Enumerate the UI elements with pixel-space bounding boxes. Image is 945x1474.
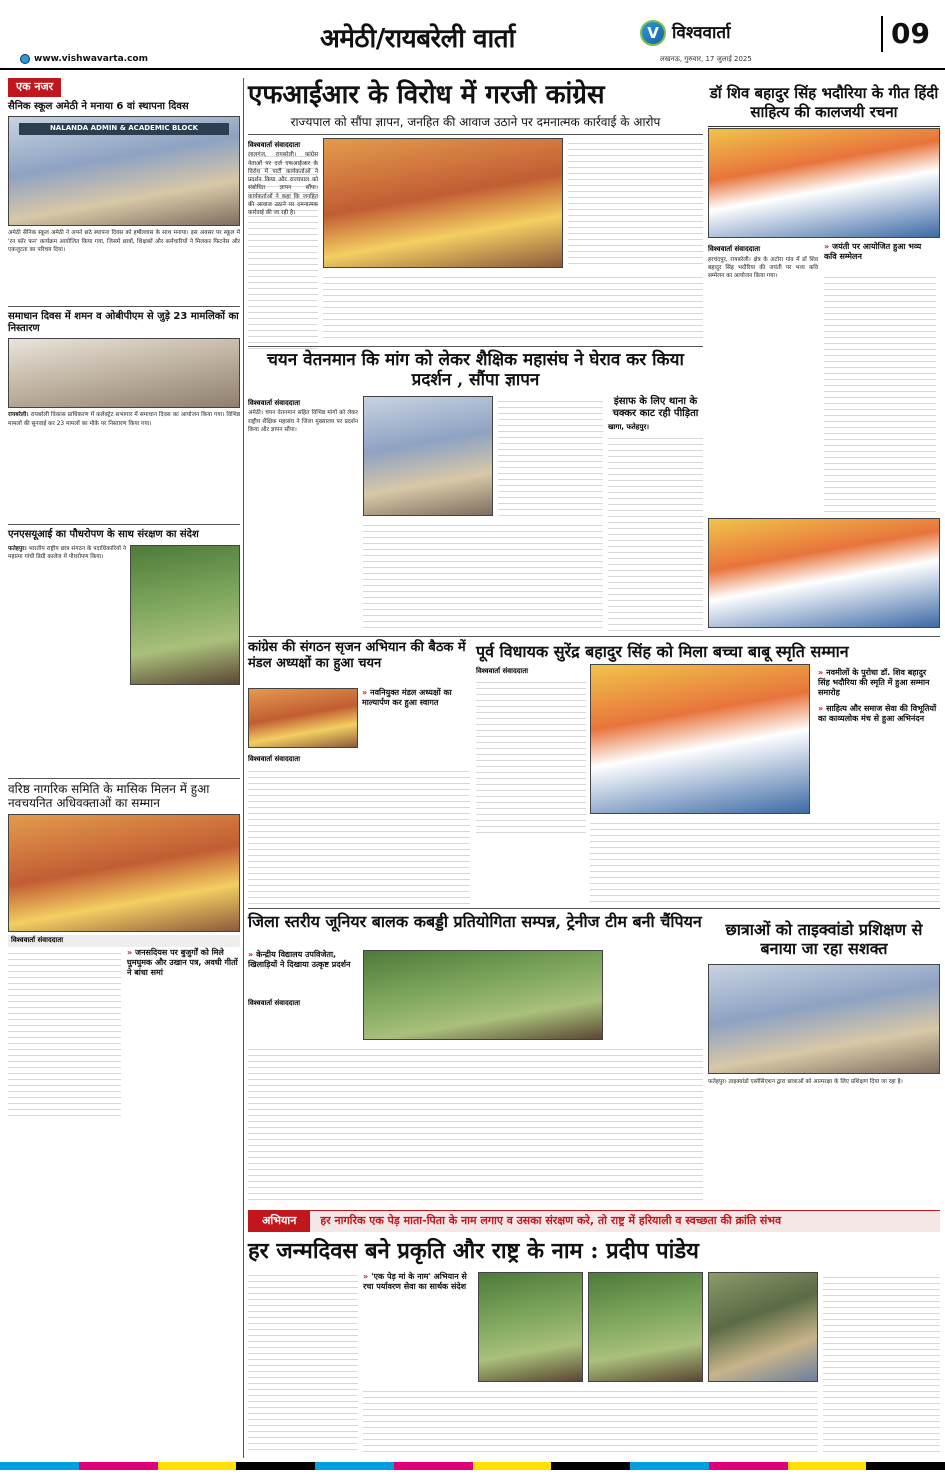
story3-photo	[130, 545, 240, 685]
lead-body: लालगंज, रायबरेली। कांग्रेस नेताओं पर दर्ज एफआईआर के विरोध में पार्टी कार्यकर्ताओं ने प्रदर्शन किया और राज्यपाल को संबोधित ज्ञापन सौंपा। कार्यकर्ताओं ने कहा कि जनहित की आवाज उठाने पर दमनात्मक कार्रवाई की जा रही है।	[248, 151, 318, 351]
kabaddi-photo	[363, 950, 603, 1040]
left-column	[8, 78, 240, 1118]
congress-photo	[248, 688, 358, 748]
lead-byline: विश्ववार्ता संवाददाता	[248, 141, 301, 149]
story4-title: वरिष्ठ नागरिक समिति के मासिक मिलन में हुआ नवचयनित अधिवक्ताओं का सम्मान	[8, 781, 210, 810]
award-quote-1: » नवमीलों के पुरोधा डॉ. शिव बहादुर सिंह भदौरिया की स्मृति में हुआ सम्मान समारोह	[818, 668, 940, 698]
congress-headline: कांग्रेस की संगठन सृजन अभियान की बैठक में मंडल अध्यक्षों का हुआ चयन	[248, 640, 466, 671]
taekwondo-body: फतेहपुर। ताइक्वांडो एसोसिएशन द्वारा छात्राओं को आत्मरक्षा के लिए प्रशिक्षण दिया जा रहा है।	[708, 1079, 903, 1085]
story2-photo	[8, 338, 240, 408]
page-number: 09	[881, 16, 937, 52]
lead-subhead: राज्यपाल को सौंपा ज्ञापन, जनहित की आवाज उठाने पर दमनात्मक कार्रवाई के आरोप	[290, 115, 661, 129]
print-color-bar	[0, 1462, 945, 1470]
campaign-banner-text: हर नागरिक एक पेड़ माता-पिता के नाम लगाए व उसका संरक्षण करे, तो राष्ट्र में हरियाली व स्वच्छता की क्रांति संभव	[320, 1214, 782, 1228]
brand-name: विश्ववार्ता	[672, 22, 731, 43]
campaign-photo-3	[708, 1272, 818, 1382]
taekwondo-headline: छात्राओं को ताइक्वांडो प्रशिक्षण से बनाया जा रहा सशक्त	[725, 920, 923, 959]
congress-byline: विश्ववार्ता संवाददाता	[248, 755, 301, 763]
masthead	[0, 0, 945, 70]
award-headline: पूर्व विधायक सुरेंद्र बहादुर सिंह को मिला बच्चा बाबू स्मृति सम्मान	[476, 642, 849, 661]
story3-title: एनएसयूआई का पौधरोपण के साथ संरक्षण का संदेश	[8, 529, 199, 541]
right-headline: डॉ शिव बहादुर सिंह भदौरिया के गीत हिंदी साहित्य की कालजयी रचना	[708, 84, 940, 127]
award-photo	[590, 664, 810, 814]
brand-v-icon: V	[640, 20, 666, 46]
story1-title: सैनिक स्कूल अमेठी ने मनाया 6 वां स्थापना दिवस	[8, 100, 189, 112]
congress-quote: » नवनियुक्त मंडल अध्यक्षों का माल्यार्पण कर हुआ स्वागत	[362, 688, 470, 708]
story1-photo	[8, 116, 240, 226]
story2-title: समाधान दिवस में शमन व ओबीपीएम से जुड़े 23 मामलिकों का निस्तारण	[8, 311, 239, 334]
story2-byline: रायबरेली।	[8, 412, 29, 419]
campaign-banner	[248, 1210, 940, 1232]
story3-body: भारतीय राष्ट्रीय छात्र संगठन के पदाधिकारियों ने महात्मा गांधी डिग्री कालेज में पौधरोपण किया।	[8, 545, 126, 561]
right-body: हरचंदपुर, रायबरेली। क्षेत्र के अटोरा गांव में डॉ शिव बहादुर सिंह भदौरिया की जयंती पर भव्य कवि सम्मेलन का आयोजन किया गया।	[708, 257, 818, 280]
campaign-photo-1	[478, 1272, 583, 1382]
award-quote-2: » साहित्य और समाज सेवा की विभूतियों का काव्यलोक मंच से हुआ अभिनंदन	[818, 704, 940, 724]
story2-body: रायबरेली विकास प्राधिकरण में कलेक्ट्रेट सभागार में समाधान दिवस का आयोजन किया गया। विभिन्न मामलों की सुनवाई कर 23 मामलों का मौके पर निस्तारण किया गया।	[8, 412, 240, 427]
brand-logo	[640, 20, 730, 46]
story4-photo	[8, 814, 240, 932]
taekwondo-photo	[708, 964, 940, 1074]
mid-byline: विश्ववार्ता संवाददाता	[248, 399, 301, 407]
campaign-tag: अभियान	[248, 1211, 310, 1232]
right-byline: विश्ववार्ता संवाददाता	[708, 245, 761, 253]
globe-icon	[20, 54, 30, 64]
lead-photo	[323, 138, 563, 268]
section-title: अमेठी/रायबरेली वार्ता	[320, 24, 515, 54]
kabaddi-byline: विश्ववार्ता संवाददाता	[248, 999, 301, 1007]
kabaddi-quote: » केन्द्रीय विद्यालय उपविजेता, खिलाड़ियों ने दिखाया उत्कृष्ट प्रदर्शन	[248, 950, 358, 970]
campaign-quote: » 'एक पेड़ मां के नाम' अभियान से रचा पर्यावरण सेवा का सार्थक संदेश	[363, 1272, 473, 1292]
right-quote: » जयंती पर आयोजित हुआ भव्य कवि सम्मेलन	[824, 242, 936, 262]
story1-body: अमेठी सैनिक स्कूल अमेठी ने अपने छठे स्थापना दिवस को हर्षोल्लास के साथ मनाया। इस अवसर पर स्कूल में 'रन फॉर फन' कार्यक्रम आयोजित किया गया, जिसमें छात्रों, शिक्षकों और कर्मचारियों ने मिलकर फिटनेस और एकजुटता का परिचय दिया।	[8, 230, 240, 253]
mid-headline: चयन वेतनमान कि मांग को लेकर शैक्षिक महासंघ ने घेराव कर किया प्रदर्शन , सौंपा ज्ञापन	[267, 350, 684, 391]
mid-side-byline: खागा, फतेहपुर।	[608, 423, 649, 431]
story1-photo-sign: NALANDA ADMIN & ACADEMIC BLOCK	[19, 123, 229, 134]
column-rule	[243, 78, 244, 1458]
kabaddi-headline: जिला स्तरीय जूनियर बालक कबड्डी प्रतियोगिता सम्पन्न, ट्रेनीज टीम बनी चैंपियन	[248, 912, 702, 931]
mid-side-title: इंसाफ के लिए थाना के चक्कर काट रही पीड़िता	[612, 396, 699, 419]
ek-nazar-strip: एक नजर	[8, 78, 61, 97]
lead-headline: एफआईआर के विरोध में गरजी कांग्रेस	[248, 80, 605, 110]
mid-photo	[363, 396, 493, 516]
right-photo-bottom	[708, 518, 940, 628]
story4-quote: » जनसदियस पर बुजुर्गों को मिले घुमघुमक और उखान पत्र, अवधी गीतों ने बांधा समां	[127, 948, 240, 1118]
story3-byline: फतेहपुर।	[8, 545, 27, 552]
dateline: लखनऊ, गुरुवार, 17 जुलाई 2025	[660, 55, 752, 63]
website-url[interactable]: www.vishwavarta.com	[20, 53, 148, 65]
campaign-photo-2	[588, 1272, 703, 1382]
story4-byline: विश्ववार्ता संवाददाता	[8, 935, 240, 946]
right-photo-top	[708, 128, 940, 238]
campaign-headline: हर जन्मदिवस बने प्रकृति और राष्ट्र के नाम : प्रदीप पांडेय	[248, 1238, 699, 1264]
award-byline: विश्ववार्ता संवाददाता	[476, 667, 529, 675]
mid-body: अमेठी। चयन वेतनमान सहित विभिन्न मांगों को लेकर राष्ट्रीय शैक्षिक महासंघ ने जिला मुख्यालय पर प्रदर्शन किया और ज्ञापन सौंपा।	[248, 410, 358, 433]
